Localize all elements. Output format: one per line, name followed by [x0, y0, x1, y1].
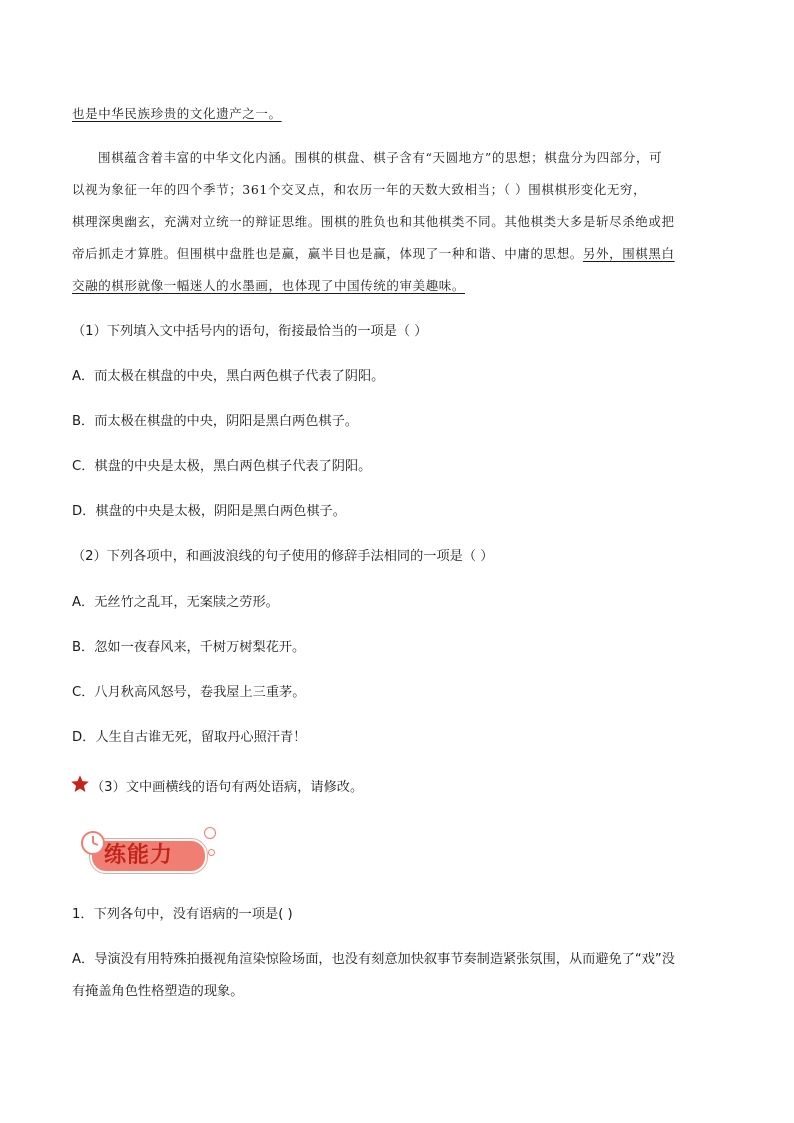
question-1-option-d: D．棋盘的中央是太极，阴阳是黑白两色棋子。 [72, 504, 346, 519]
practice-1-option-a-line-2: 有掩盖角色性格塑造的现象。 [72, 984, 244, 999]
passage-line-0: 也是中华民族珍贵的文化遗产之一。 [72, 106, 282, 121]
question-2-option-b: B．忽如一夜春风来，千树万树梨花开。 [72, 640, 306, 655]
clock-icon [80, 830, 106, 856]
passage-line-1: 围棋蕴含着丰富的中华文化内涵。围棋的棋盘、棋子含有“天圆地方”的思想；棋盘分为四部分，可 [98, 150, 663, 165]
question-3-stem: （3）文中画横线的语句有两处语病，请修改。 [91, 780, 364, 795]
decor-dot-small [208, 849, 215, 856]
question-2-option-c: C．八月秋高风怒号，卷我屋上三重茅。 [72, 685, 306, 700]
decor-dot-large [204, 827, 216, 839]
section-badge [80, 827, 220, 875]
passage-line-2: 以视为象征一年的四个季节；361个交叉点，和农历一年的天数大致相当；（ ）围棋棋形变化无穷， [72, 182, 647, 197]
question-2-stem: （2）下列各项中，和画波浪线的句子使用的修辞手法相同的一项是（ ） [72, 549, 494, 564]
question-2-option-d: D．人生自古谁无死，留取丹心照汗青！ [72, 730, 307, 745]
underlined-sentence: 另外，围棋黑白 [582, 246, 675, 261]
question-1-stem: （1）下列填入文中括号内的语句，衔接最恰当的一项是（ ） [72, 324, 428, 339]
practice-1-stem: 1．下列各句中，没有语病的一项是( ) [72, 907, 293, 922]
question-1-option-b: B．而太极在棋盘的中央，阴阳是黑白两色棋子。 [72, 414, 358, 429]
passage-line-5: 交融的棋形就像一幅迷人的水墨画，也体现了中国传统的审美趣味。 [72, 278, 466, 293]
section-title: 练能力 [104, 843, 174, 868]
passage-text: 帝后抓走才算胜。但围棋中盘胜也是赢，赢半目也是赢，体现了一种和谐、中庸的思想。 [72, 246, 583, 261]
question-1-option-c: C．棋盘的中央是太极，黑白两色棋子代表了阴阳。 [72, 459, 372, 474]
passage-line-3: 棋理深奥幽玄，充满对立统一的辩证思维。围棋的胜负也和其他棋类不同。其他棋类大多是斩尽杀绝或把 [72, 214, 675, 229]
star-icon [70, 774, 90, 794]
question-2-option-a: A．无丝竹之乱耳，无案牍之劳形。 [72, 595, 279, 610]
practice-1-option-a-line-1: A．导演没有用特殊拍摄视角渲染惊险场面，也没有刻意加快叙事节奏制造紧张氛围，从而避免了“戏”没 [72, 952, 675, 967]
passage-line-4 [72, 244, 675, 262]
question-1-option-a: A．而太极在棋盘的中央，黑白两色棋子代表了阴阳。 [72, 369, 385, 384]
